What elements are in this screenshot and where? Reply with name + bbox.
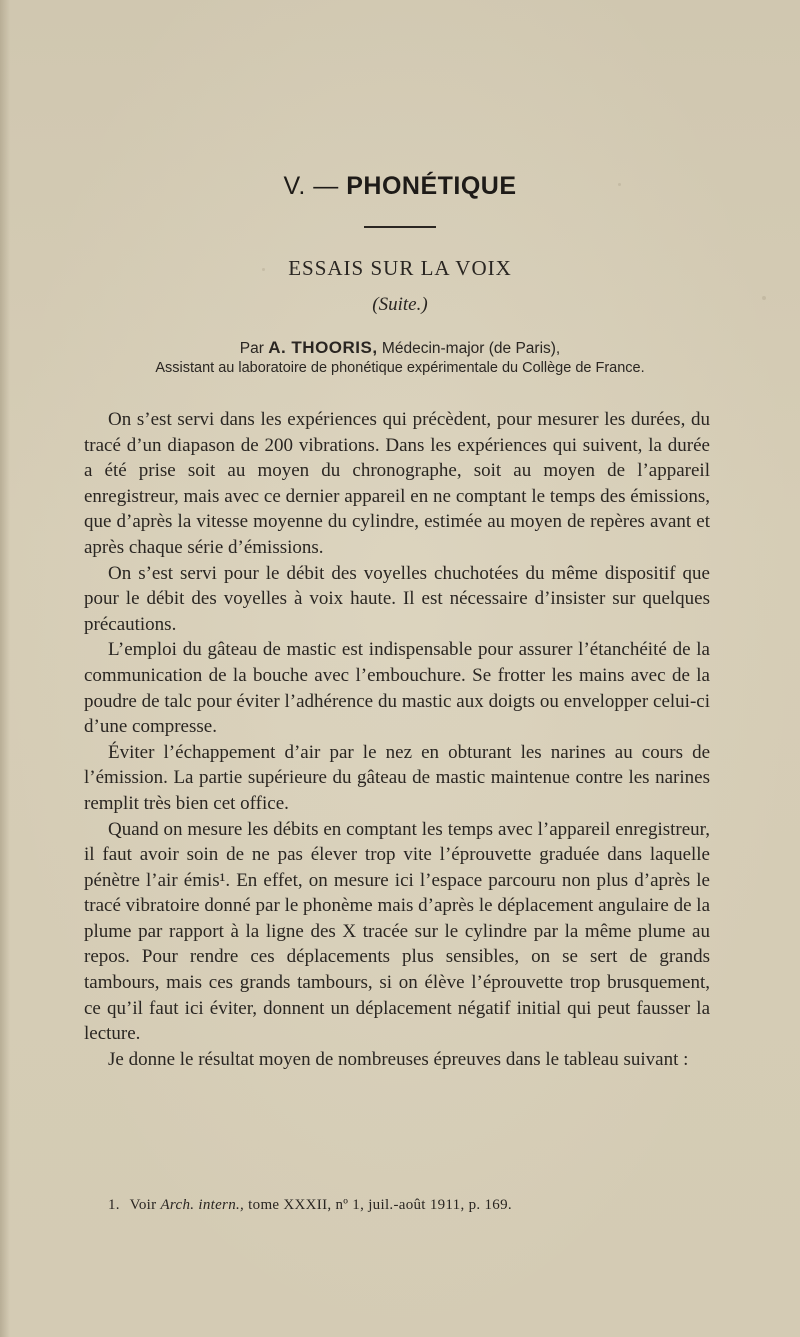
paragraph: L’emploi du gâteau de mastic est indispensable pour assurer l’étanchéité de la communication de la bouche avec l’embouchure. Se frotter les mains avec de la poudre de talc pour éviter l’adhérence du mastic aux doigts ou envelopper celui-ci d’une compresse. xyxy=(84,639,710,738)
heading-rule xyxy=(364,226,436,228)
footnote xyxy=(108,1197,512,1214)
paragraph: On s’est servi dans les expériences qui précèdent, pour mesurer les durées, du tracé d’un diapason de 200 vibrations. Dans les expériences qui suivent, la durée a été prise soit au moyen du chronographe, soit au moyen de l’appareil enregistreur, mais avec ce dernier appareil en ne comptant le temps des émissions, que d’après la vitesse moyenne du cylindre, estimée au moyen de repères avant et après chaque série d’émissions. xyxy=(84,409,710,558)
footnote-journal: Arch. intern., xyxy=(160,1197,245,1213)
author-role: Médecin-major (de Paris), xyxy=(381,340,561,357)
author-prefix: Par xyxy=(239,340,264,357)
paragraph: Quand on mesure les débits en comptant les temps avec l’appareil enregistreur, il faut avoir soin de ne pas élever trop vite l’éprouvette graduée dans laquelle pénètre l’air émis¹. En effet, on mesure ici l’espace parcouru non plus d’après le tracé vibratoire donné par le phonème mais d’après le déplacement angulaire de la plume par rapport à la ligne des X tracée sur le cylindre par la même plume au repos. Pour rendre ces déplacements plus sensibles, on se sert de grands tambours, mais ces grands tambours, si on élève l’éprouvette trop brusquement, ce qu’il faut ici éviter, donnent un déplacement négatif initial qui peut fausser la lecture. xyxy=(84,818,710,1045)
article-body xyxy=(84,407,710,1072)
section-title: PHONÉTIQUE xyxy=(346,172,517,200)
section-number: V. — xyxy=(283,172,339,200)
article-subtitle: (Suite.) xyxy=(372,294,428,315)
author-name: A. THOORIS, xyxy=(268,338,378,357)
paragraph: Éviter l’échappement d’air par le nez en obturant les narines au cours de l’émission. La partie supérieure du gâteau de mastic maintenue contre les narines remplit très bien cet office. xyxy=(84,741,710,814)
paragraph: On s’est servi pour le débit des voyelles chuchotées du même dispositif que pour le débit des voyelles à voix haute. Il est nécessaire d’insister sur quelques précautions. xyxy=(84,562,710,635)
article-title: ESSAIS SUR LA VOIX xyxy=(288,256,512,280)
section-heading xyxy=(0,172,800,201)
author-affiliation: Assistant au laboratoire de phonétique expérimentale du Collège de France. xyxy=(155,360,645,376)
paragraph: Je donne le résultat moyen de nombreuses épreuves dans le tableau suivant : xyxy=(108,1048,689,1070)
footnote-number: 1. xyxy=(108,1197,120,1213)
author-line xyxy=(0,338,800,358)
footnote-text-before: Voir xyxy=(129,1197,157,1213)
footnote-text-after: tome XXXII, nº 1, juil.-août 1911, p. 169. xyxy=(248,1197,512,1213)
